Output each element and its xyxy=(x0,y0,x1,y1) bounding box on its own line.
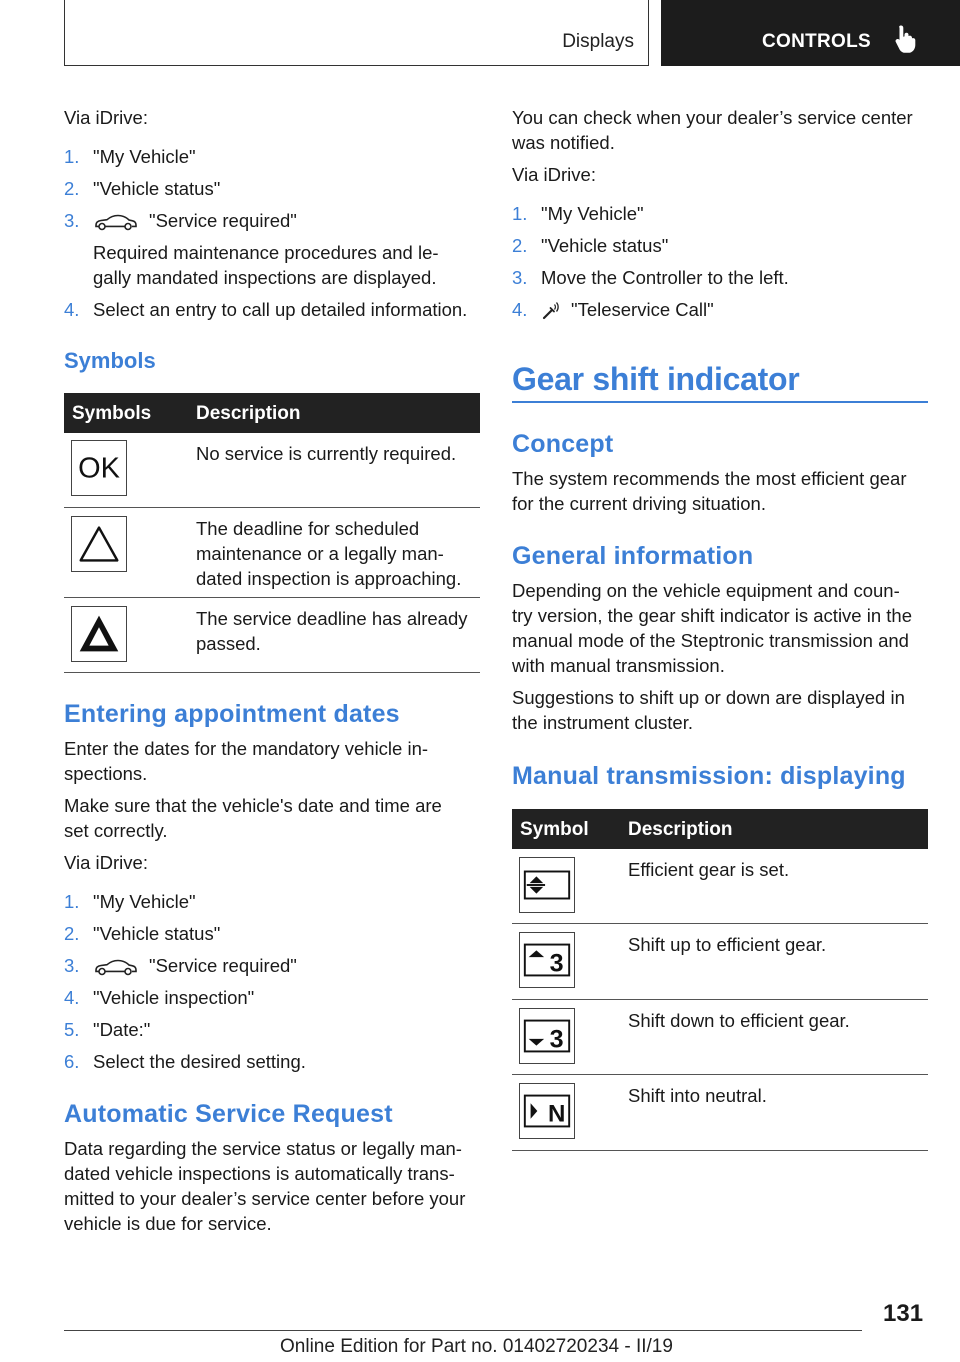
shift-neutral-icon xyxy=(519,1083,575,1139)
paragraph: try version, the gear shift indicator is active in the xyxy=(512,605,912,626)
paragraph: manual mode of the Steptronic transmission and xyxy=(512,630,909,651)
table-header xyxy=(512,809,928,849)
gear-shift-heading: Gear shift indicator xyxy=(512,361,800,397)
column-header-symbols: Symbols xyxy=(72,403,152,424)
row-description: Efficient gear is set. xyxy=(628,859,790,880)
via-idrive-label: Via iDrive: xyxy=(512,164,596,185)
svg-text:3: 3 xyxy=(549,1025,564,1054)
list-number: 2. xyxy=(64,923,80,944)
automatic-service-heading: Automatic Service Request xyxy=(64,1100,393,1128)
list-text: "My Vehicle" xyxy=(93,891,196,912)
car-icon xyxy=(93,212,139,232)
heading-rule xyxy=(512,401,928,403)
column-header-description: Description xyxy=(628,819,733,840)
list-text: "Service required" xyxy=(149,210,297,231)
table-row xyxy=(512,924,928,1000)
table-header xyxy=(64,393,480,433)
list-number: 6. xyxy=(64,1051,80,1072)
paragraph: mitted to your dealer’s service center before your xyxy=(64,1188,466,1209)
paragraph: spections. xyxy=(64,763,148,784)
list-number: 3. xyxy=(64,210,80,231)
list-number: 2. xyxy=(64,178,80,199)
list-number: 4. xyxy=(512,299,528,320)
header-section-title: Displays xyxy=(562,31,634,52)
efficient-gear-icon xyxy=(519,857,575,913)
paragraph: for the current driving situation. xyxy=(512,493,766,514)
manual-transmission-heading: Manual transmission: displaying xyxy=(512,762,906,790)
list-text: "My Vehicle" xyxy=(93,146,196,167)
paragraph: Make sure that the vehicle's date and time are xyxy=(64,795,442,816)
wrench-icon xyxy=(541,301,561,321)
paragraph: the instrument cluster. xyxy=(512,712,693,733)
paragraph: dated vehicle inspections is automatically trans- xyxy=(64,1163,455,1184)
list-text: Move the Controller to the left. xyxy=(541,267,789,288)
table-row xyxy=(512,849,928,924)
appointment-heading: Entering appointment dates xyxy=(64,700,400,728)
list-text: "My Vehicle" xyxy=(541,203,644,224)
via-idrive-label: Via iDrive: xyxy=(64,852,148,873)
list-number: 3. xyxy=(512,267,528,288)
paragraph: set correctly. xyxy=(64,820,168,841)
svg-text:OK: OK xyxy=(78,452,120,485)
general-info-heading: General information xyxy=(512,542,754,570)
ok-icon xyxy=(71,440,127,496)
filled-warning-triangle-icon xyxy=(71,606,127,662)
table-row xyxy=(512,1000,928,1075)
list-text: Select the desired setting. xyxy=(93,1051,306,1072)
column-header-description: Description xyxy=(196,403,301,424)
paragraph: You can check when your dealer’s service center xyxy=(512,107,913,128)
table-row xyxy=(512,1075,928,1151)
paragraph: Suggestions to shift up or down are displayed in xyxy=(512,687,905,708)
list-note: gally mandated inspections are displayed. xyxy=(93,267,437,288)
list-number: 3. xyxy=(64,955,80,976)
paragraph: with manual transmission. xyxy=(512,655,725,676)
table-row xyxy=(64,433,480,508)
paragraph: Depending on the vehicle equipment and coun- xyxy=(512,580,900,601)
list-text: Select an entry to call up detailed information. xyxy=(93,299,468,320)
row-description: No service is currently required. xyxy=(196,443,457,464)
paragraph: Data regarding the service status or legally man- xyxy=(64,1138,462,1159)
list-number: 5. xyxy=(64,1019,80,1040)
svg-text:N: N xyxy=(547,1100,566,1128)
row-description: Shift into neutral. xyxy=(628,1085,767,1106)
list-number: 4. xyxy=(64,299,80,320)
paragraph: The system recommends the most efficient gear xyxy=(512,468,907,489)
row-description: dated inspection is approaching. xyxy=(196,568,462,589)
row-description: passed. xyxy=(196,633,261,654)
list-number: 2. xyxy=(512,235,528,256)
row-description: The service deadline has already xyxy=(196,608,468,629)
symbols-table xyxy=(64,393,480,675)
footer-edition: Online Edition for Part no. 01402720234 - II/19 xyxy=(280,1336,673,1357)
shift-up-icon xyxy=(519,932,575,988)
row-description: The deadline for scheduled xyxy=(196,518,420,539)
list-text: "Date:" xyxy=(93,1019,151,1040)
warning-triangle-icon xyxy=(71,516,127,572)
header-chapter-title: CONTROLS xyxy=(762,31,872,52)
pointing-hand-icon xyxy=(894,24,920,54)
list-note: Required maintenance procedures and le- xyxy=(93,242,439,263)
svg-text:3: 3 xyxy=(549,949,564,978)
list-number: 1. xyxy=(64,146,80,167)
list-number: 4. xyxy=(64,987,80,1008)
via-idrive-label: Via iDrive: xyxy=(64,107,148,128)
list-text: "Vehicle status" xyxy=(93,178,221,199)
page-number: 131 xyxy=(883,1300,924,1327)
column-header-symbol: Symbol xyxy=(520,819,589,840)
list-text: "Service required" xyxy=(149,955,297,976)
list-text: "Vehicle status" xyxy=(93,923,221,944)
table-row xyxy=(64,598,480,673)
paragraph: Enter the dates for the mandatory vehicle in- xyxy=(64,738,429,759)
row-description: Shift down to efficient gear. xyxy=(628,1010,850,1031)
list-number: 1. xyxy=(64,891,80,912)
header-section-box xyxy=(64,0,649,66)
footer-rule xyxy=(64,1330,862,1331)
list-text: "Teleservice Call" xyxy=(571,299,714,320)
row-description: Shift up to efficient gear. xyxy=(628,934,827,955)
concept-heading: Concept xyxy=(512,430,614,458)
gear-symbols-table xyxy=(512,809,928,1151)
paragraph: vehicle is due for service. xyxy=(64,1213,272,1234)
table-row xyxy=(64,508,480,598)
list-number: 1. xyxy=(512,203,528,224)
shift-down-icon xyxy=(519,1008,575,1064)
row-description: maintenance or a legally man- xyxy=(196,543,444,564)
list-text: "Vehicle status" xyxy=(541,235,669,256)
list-text: "Vehicle inspection" xyxy=(93,987,255,1008)
symbols-heading: Symbols xyxy=(64,348,156,373)
paragraph: was notified. xyxy=(512,132,615,153)
car-icon xyxy=(93,957,139,977)
header-chapter-tab[interactable] xyxy=(661,0,960,66)
